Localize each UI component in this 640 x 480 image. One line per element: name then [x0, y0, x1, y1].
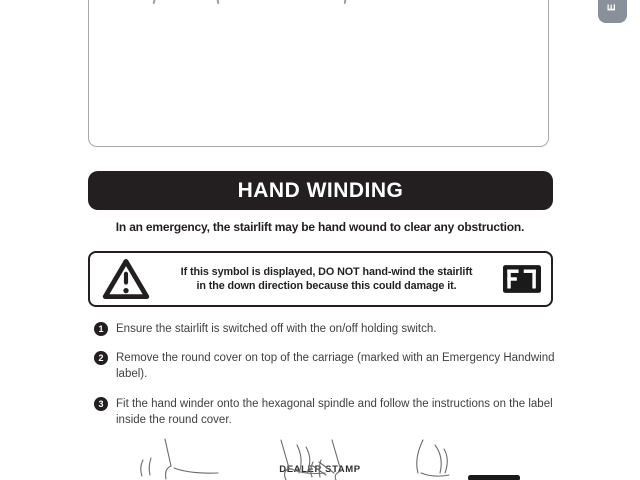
- section-header-bar: [88, 171, 553, 210]
- step-number-badge: 1: [94, 322, 108, 336]
- warning-line-1: If this symbol is displayed, DO NOT hand-wind the stairlift: [180, 265, 473, 278]
- winder-handle-top: [468, 475, 520, 480]
- page-title: HAND WINDING: [237, 178, 404, 202]
- step-row-1: [94, 322, 556, 338]
- hands-illustration: [85, 438, 555, 480]
- warning-box: [88, 251, 553, 307]
- step-text: Fit the hand winder onto the hexagonal spindle and follow the instructions on the label inside the round cover.: [116, 398, 553, 426]
- step-row-2: [94, 351, 556, 382]
- step-number-badge: 3: [94, 397, 108, 411]
- seven-segment-display-icon: [503, 265, 541, 293]
- step-text: Remove the round cover on top of the carriage (marked with an Emergency Handwind label).: [116, 352, 555, 380]
- warning-triangle-icon: [102, 258, 150, 300]
- section-side-tab-label: E: [606, 3, 618, 12]
- intro-text: In an emergency, the stairlift may be hand wound to clear any obstruction.: [115, 220, 525, 234]
- warning-text: [150, 265, 503, 293]
- step-row-3: [94, 397, 556, 428]
- dealer-stamp-box: [88, 0, 549, 147]
- warning-line-2: in the down direction because this could damage it.: [196, 280, 457, 292]
- dealer-stamp-label: DEALER STAMP: [279, 464, 361, 475]
- step-text: Ensure the stairlift is switched off with the on/off holding switch.: [116, 323, 437, 335]
- step-number-badge: 2: [94, 351, 108, 365]
- section-side-tab: [598, 0, 627, 23]
